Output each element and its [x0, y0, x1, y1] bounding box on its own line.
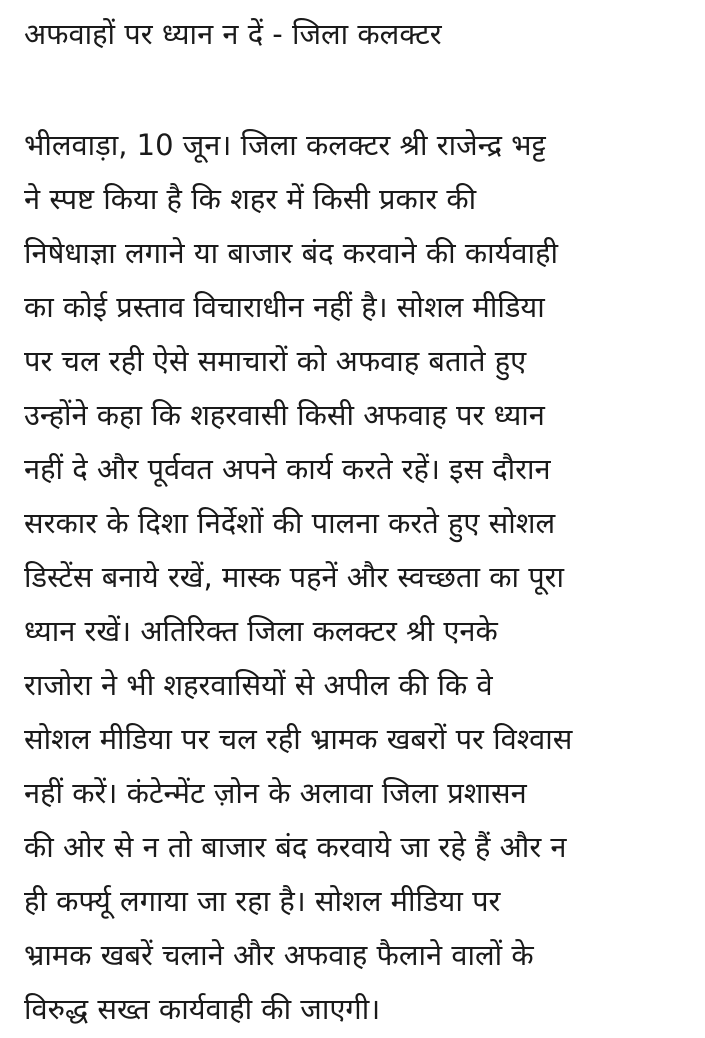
body-line-4: का कोई प्रस्ताव विचाराधीन नहीं है। सोशल मीडिया: [24, 290, 545, 324]
body-line-14: की ओर से न तो बाजार बंद करवाये जा रहे हैं और न: [24, 830, 567, 864]
body-line-6: उन्होंने कहा कि शहरवासी किसी अफवाह पर ध्यान: [24, 398, 545, 432]
paragraph-gap: [24, 54, 689, 118]
body-line-17: विरुद्ध सख्त कार्यवाही की जाएगी।: [24, 992, 381, 1026]
body-line-12: सोशल मीडिया पर चल रही भ्रामक खबरों पर विश्वास: [24, 722, 573, 756]
body-line-2: ने स्पष्ट किया है कि शहर में किसी प्रकार की: [24, 182, 477, 216]
body-line-16: भ्रामक खबरें चलाने और अफवाह फैलाने वालों के: [24, 938, 534, 972]
body-line-7: नहीं दे और पूर्ववत अपने कार्य करते रहें। इस दौरान: [24, 452, 551, 486]
body-line-11: राजोरा ने भी शहरवासियों से अपील की कि वे: [24, 668, 493, 702]
body-line-10: ध्यान रखें। अतिरिक्त जिला कलक्टर श्री एनके: [24, 614, 498, 648]
body-line-15: ही कर्फ्यू लगाया जा रहा है। सोशल मीडिया पर: [24, 884, 501, 918]
body-line-1: भीलवाड़ा, 10 जून। जिला कलक्टर श्री राजेन्द्र भट्ट: [24, 128, 546, 162]
body-line-3: निषेधाज्ञा लगाने या बाजार बंद करवाने की कार्यवाही: [24, 236, 558, 270]
body-line-5: पर चल रही ऐसे समाचारों को अफवाह बताते हुए: [24, 344, 527, 378]
body-line-13: नहीं करें। कंटेन्मेंट ज़ोन के अलावा जिला प्रशासन: [24, 776, 527, 810]
body-line-8: सरकार के दिशा निर्देशों की पालना करते हुए सोशल: [24, 506, 556, 540]
article-headline: अफवाहों पर ध्यान न दें - जिला कलक्टर: [24, 17, 442, 51]
article-body: [24, 118, 689, 1036]
body-line-9: डिस्टेंस बनाये रखें, मास्क पहनें और स्वच्छता का पूरा: [24, 560, 565, 594]
